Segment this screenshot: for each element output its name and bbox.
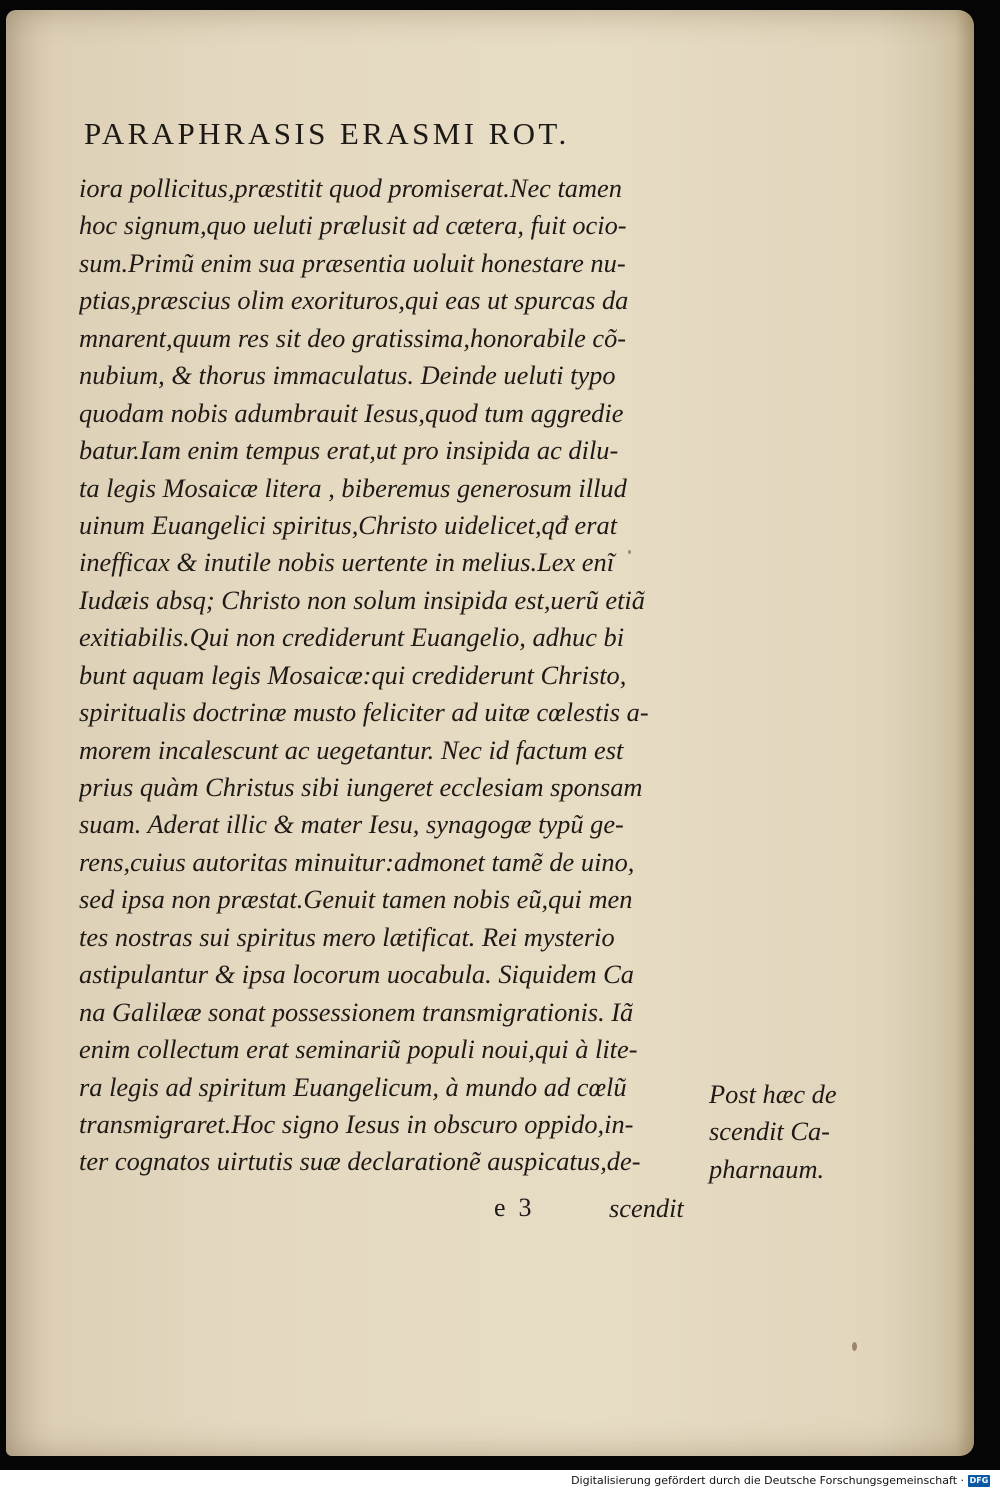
- text-line: inefficax & inutile nobis uertente in melius.Lex enĩ: [79, 547, 615, 578]
- page-fore-edge: [956, 10, 974, 1456]
- text-line: bunt aquam legis Mosaicæ:qui crediderunt Christo,: [79, 659, 627, 690]
- text-line: batur.Iam enim tempus erat,ut pro insipida ac dilu‑: [79, 435, 619, 466]
- text-line: ta legis Mosaicæ litera , biberemus generosum illud: [79, 472, 627, 503]
- catchword: scendit: [609, 1193, 684, 1223]
- text-line: morem incalescunt ac uegetantur. Nec id factum est: [79, 734, 624, 765]
- text-line: spiritualis doctrinæ musto feliciter ad uitæ cœlestis a‑: [79, 697, 649, 728]
- running-head: PARAPHRASIS ERASMI ROT.: [84, 116, 570, 151]
- margin-note-line: scendit Ca‑: [709, 1116, 830, 1147]
- margin-note-line: Post hæc de: [709, 1079, 837, 1109]
- text-line: Iudæis absq; Christo non solum insipida est,uerũ etiã: [79, 584, 645, 615]
- text-line: suam. Aderat illic & mater Iesu, synagogæ typũ ge‑: [79, 809, 624, 840]
- ink-speck: [852, 1342, 857, 1351]
- text-line: enim collectum erat seminariũ populi noui,qui à lite‑: [79, 1034, 638, 1065]
- text-line: astipulantur & ipsa locorum uocabula. Siquidem Ca: [79, 959, 634, 990]
- text-line: nubium, & thorus immaculatus. Deinde ueluti typo: [79, 360, 616, 391]
- digitization-credit-bar: [0, 1470, 1000, 1491]
- text-line: mnarent,quum res sit deo gratissima,honorabile cõ‑: [79, 322, 627, 353]
- marginal-note: [709, 1076, 859, 1188]
- text-line: uinum Euangelici spiritus,Christo uidelicet,qđ erat: [79, 509, 618, 540]
- dfg-logo: DFG: [969, 1476, 989, 1485]
- text-line: transmigraret.Hoc signo Iesus in obscuro oppido,in‑: [79, 1108, 634, 1139]
- text-line: ptias,præscius olim exorituros,qui eas ut spurcas da: [79, 285, 629, 316]
- text-line: quodam nobis adumbrauit Iesus,quod tum aggredie: [79, 397, 624, 428]
- margin-note-line: pharnaum.: [709, 1153, 825, 1184]
- text-line: na Galilææ sonat possessionem transmigrationis. Iã: [79, 996, 634, 1027]
- ink-speck: [628, 550, 631, 554]
- text-line: hoc signum,quo ueluti prælusit ad cætera, fuit ocio‑: [79, 210, 627, 241]
- text-line: iora pollicitus,præstitit quod promiserat.Nec tamen: [79, 173, 622, 203]
- book-page: [6, 10, 974, 1456]
- funding-credit-text: Digitalisierung gefördert durch die Deutsche Forschungsgemeinschaft ·: [571, 1474, 964, 1487]
- body-text: [79, 170, 739, 1181]
- text-line: exitiabilis.Qui non crediderunt Euangelio, adhuc bi: [79, 622, 625, 653]
- text-line: rens,cuius autoritas minuitur:admonet tamẽ de uino,: [79, 846, 635, 877]
- text-line: ra legis ad spiritum Euangelicum, à mundo ad cœlũ: [79, 1071, 627, 1102]
- text-line: prius quàm Christus sibi iungeret ecclesiam sponsam: [79, 772, 643, 802]
- text-line: ter cognatos uirtutis suæ declarationẽ auspicatus,de‑: [79, 1146, 641, 1177]
- text-line: sed ipsa non præstat.Genuit tamen nobis eũ,qui men: [79, 884, 633, 915]
- signature-mark: e 3: [494, 1193, 532, 1222]
- text-line: tes nostras sui spiritus mero lætificat. Rei mysterio: [79, 921, 615, 952]
- text-line: sum.Primũ enim sua præsentia uoluit honestare nu‑: [79, 247, 626, 278]
